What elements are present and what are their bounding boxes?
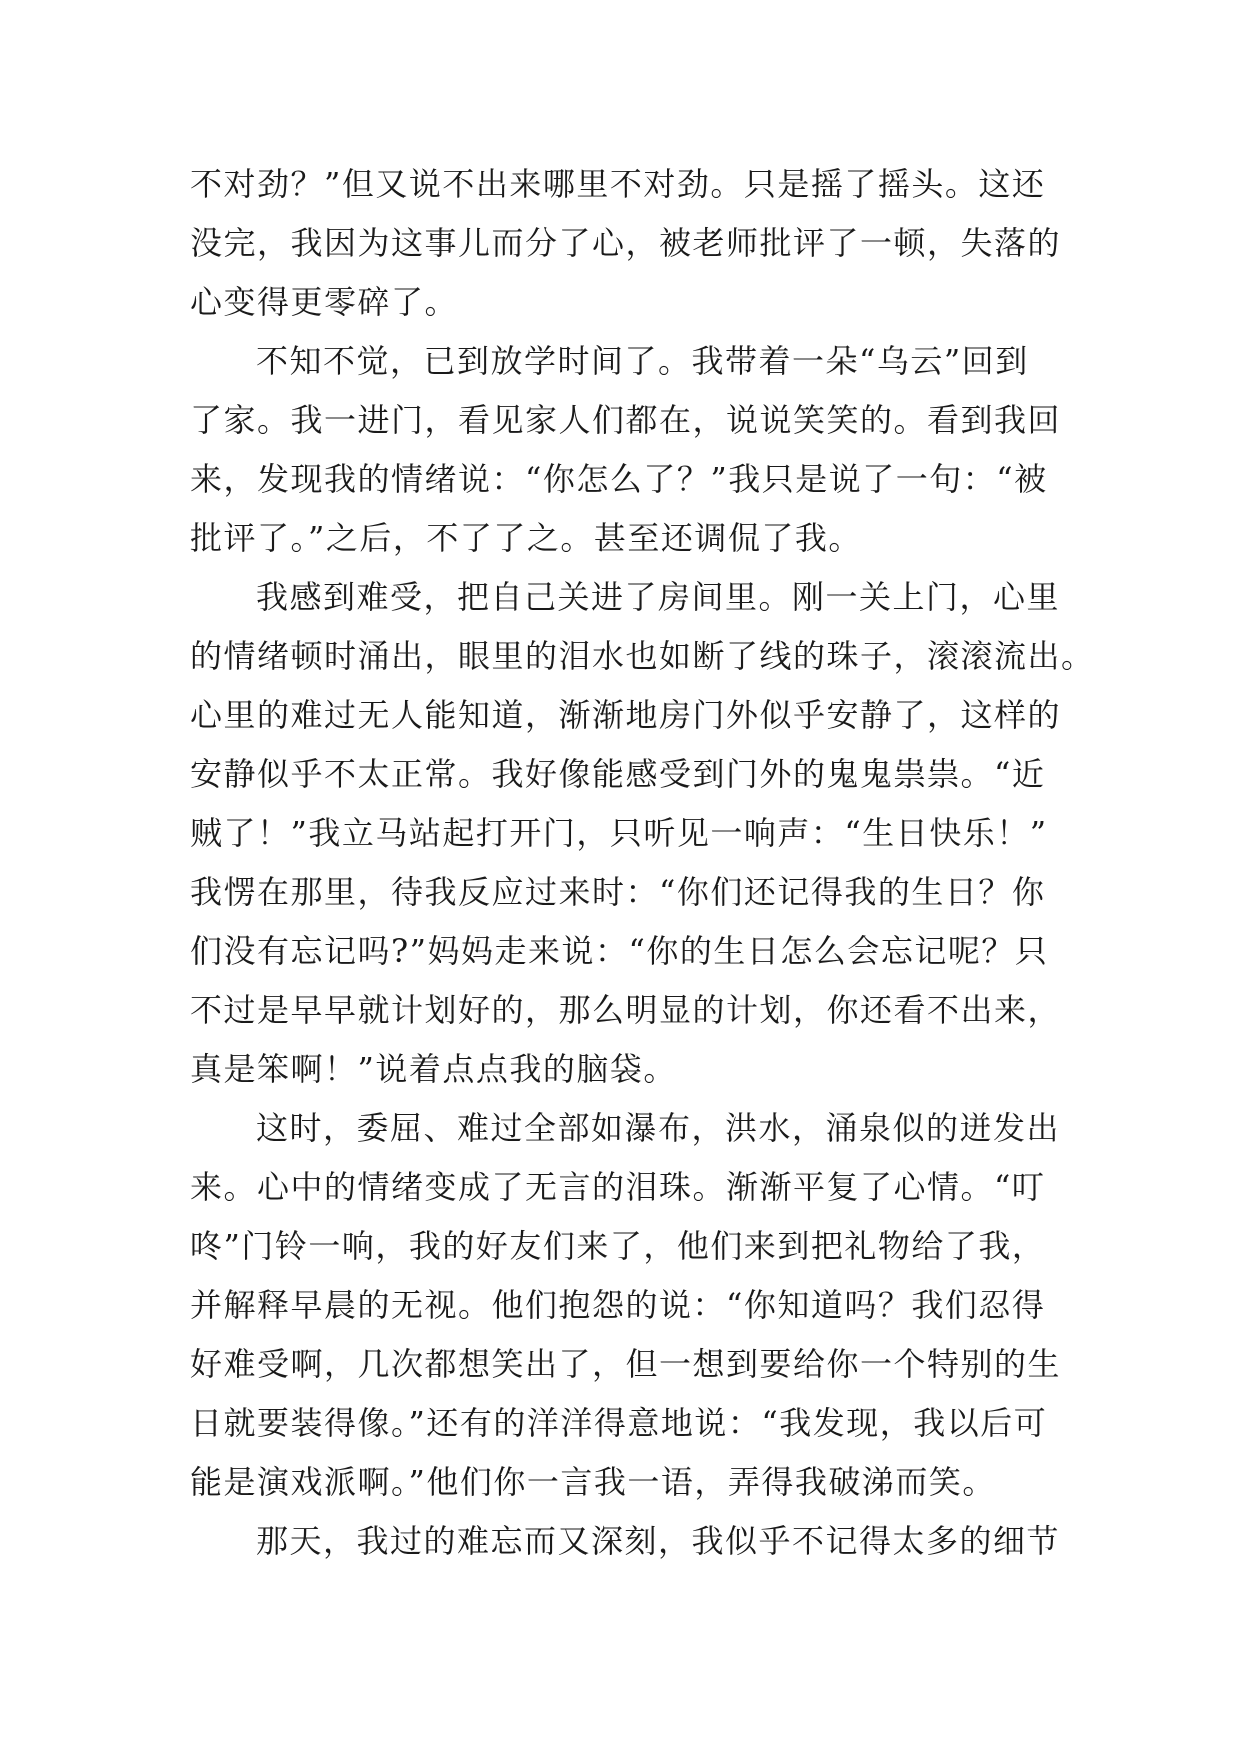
text-line-22: 日就要装得像。”还有的洋洋得意地说：“我发现，我以后可 [190,1404,1048,1442]
text-line-15: 不过是早早就计划好的，那么明显的计划，你还看不出来， [190,991,1062,1029]
text-line-2: 没完，我因为这事儿而分了心，被老师批评了一顿，失落的 [190,224,1062,262]
text-line-9: 的情绪顿时涌出，眼里的泪水也如断了线的珠子，滚滚流出。 [190,637,1095,675]
text-line-11: 安静似乎不太正常。我好像能感受到门外的鬼鬼祟祟。“近 [190,755,1046,793]
text-line-7: 批评了。”之后，不了了之。甚至还调侃了我。 [190,519,862,557]
text-line-16: 真是笨啊！”说着点点我的脑袋。 [190,1050,677,1088]
text-line-18: 来。心中的情绪变成了无言的泪珠。渐渐平复了心情。“叮 [190,1168,1046,1206]
essay-body [190,155,1095,1571]
text-line-12: 贼了！”我立马站起打开门，只听见一响声：“生日快乐！” [190,814,1048,852]
text-line-14: 们没有忘记吗?”妈妈走来说：“你的生日怎么会忘记呢？只 [190,932,1049,970]
paragraph-start-line: 不知不觉，已到放学时间了。我带着一朵“乌云”回到 [256,342,1029,380]
paragraph-start-line: 那天，我过的难忘而又深刻，我似乎不记得太多的细节 [256,1522,1061,1560]
text-line-6: 来，发现我的情绪说：“你怎么了？”我只是说了一句：“被 [190,460,1048,498]
text-line-21: 好难受啊，几次都想笑出了，但一想到要给你一个特别的生 [190,1345,1062,1383]
text-line-1: 不对劲？”但又说不出来哪里不对劲。只是摇了摇头。这还 [190,165,1046,203]
paragraph-start-line: 我感到难受，把自己关进了房间里。刚一关上门，心里 [256,578,1061,616]
paragraph-start-line: 这时，委屈、难过全部如瀑布，洪水，涌泉似的迸发出 [256,1109,1061,1147]
text-line-5: 了家。我一进门，看见家人们都在，说说笑笑的。看到我回 [190,401,1062,439]
text-line-19: 咚”门铃一响，我的好友们来了，他们来到把礼物给了我， [190,1227,1046,1265]
text-line-20: 并解释早晨的无视。他们抱怨的说：“你知道吗？我们忍得 [190,1286,1046,1324]
text-line-13: 我愣在那里，待我反应过来时：“你们还记得我的生日？你 [190,873,1046,911]
text-line-10: 心里的难过无人能知道，渐渐地房门外似乎安静了，这样的 [190,696,1062,734]
text-line-3: 心变得更零碎了。 [190,283,459,321]
text-line-23: 能是演戏派啊。”他们你一言我一语，弄得我破涕而笑。 [190,1463,996,1501]
